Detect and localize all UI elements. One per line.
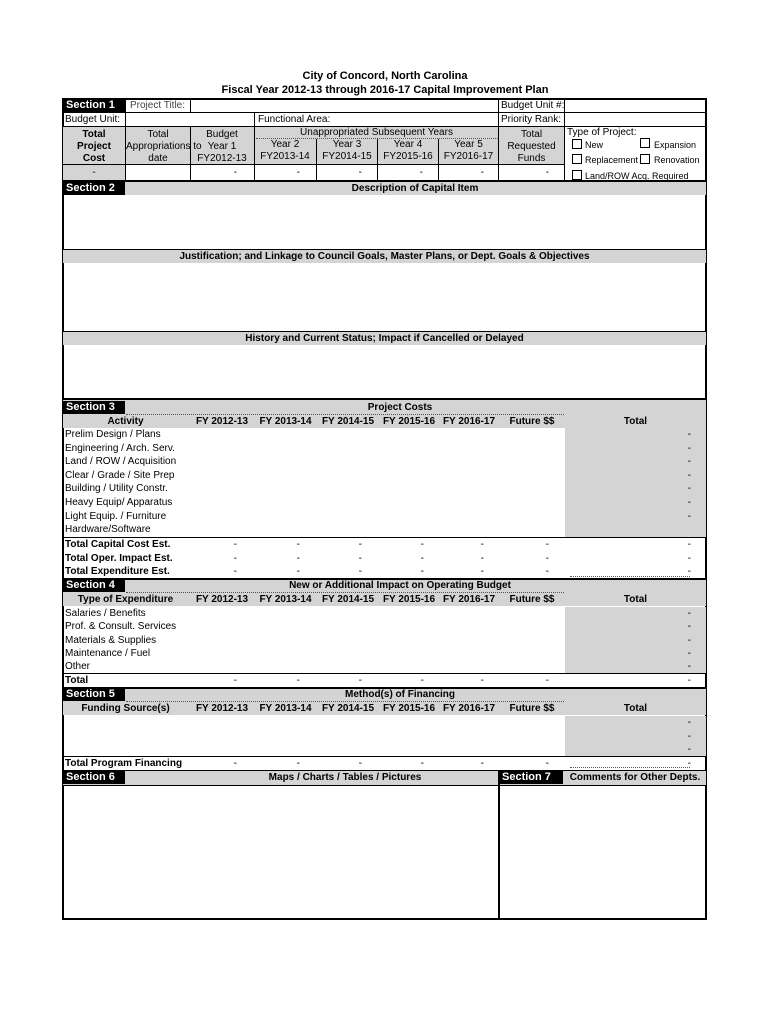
s5-future-header: Future $$	[509, 703, 555, 714]
expenditure-total-value: -	[545, 675, 549, 686]
activity-row-label: Hardware/Software	[65, 524, 151, 536]
s4-fy3-header: FY 2014-15	[321, 594, 375, 605]
fy4-col-header: FY 2015-16	[382, 416, 436, 427]
justification-field[interactable]	[63, 264, 706, 330]
cost-total-value: -	[420, 566, 424, 578]
replacement-checkbox[interactable]	[572, 154, 582, 164]
expenditure-total-value: -	[480, 675, 484, 686]
expenditure-grand-total: -	[687, 675, 691, 686]
project-title-label: Project Title:	[130, 100, 186, 111]
activity-row-total: -	[687, 456, 691, 468]
expenditure-row-label: Other	[65, 661, 91, 673]
type-of-project-label: Type of Project:	[567, 127, 637, 138]
appropriations-field[interactable]	[126, 165, 190, 181]
fy1-col-header: FY 2012-13	[195, 416, 249, 427]
section-7-label: Section 7	[499, 771, 563, 784]
s5-fy3-header: FY 2014-15	[321, 703, 375, 714]
land-row-label: Land/ROW Acq. Required	[585, 171, 689, 181]
s5-fy2-header: FY 2013-14	[259, 703, 312, 714]
expansion-label: Expansion	[654, 140, 697, 150]
activity-row-total: -	[687, 442, 691, 454]
s5-row1-total: -	[687, 717, 691, 728]
total-col-header: Total	[623, 416, 648, 427]
cost-total-value: -	[420, 552, 424, 564]
activity-row-total: -	[687, 429, 691, 440]
budget-unit-num-field[interactable]	[565, 99, 705, 111]
cost-total-value: -	[420, 539, 424, 550]
new-label: New	[585, 140, 604, 150]
activity-col-header: Activity	[107, 416, 144, 427]
section-4-label: Section 4	[63, 579, 125, 592]
justification-heading: Justification; and Linkage to Council Goals, Master Plans, or Dept. Goals & Objectives	[179, 251, 590, 262]
section-1-label: Section 1	[63, 99, 125, 112]
section-5-label: Section 5	[63, 688, 125, 701]
total-program-financing-label: Total Program Financing	[65, 758, 183, 769]
budget-unit-num-label: Budget Unit #:	[501, 100, 565, 111]
s5-row2-total: -	[687, 731, 691, 742]
activity-row-label: Engineering / Arch. Serv.	[65, 442, 175, 454]
expenditure-col-header: Type of Expenditure	[77, 594, 174, 605]
activity-row-label: Prelim Design / Plans	[65, 429, 161, 440]
functional-area-label: Functional Area:	[258, 114, 331, 125]
comments-area[interactable]	[500, 786, 705, 918]
activity-row-label: Light Equip. / Furniture	[65, 510, 167, 522]
financing-total-value: -	[296, 758, 300, 769]
expenditure-row-total: -	[687, 661, 691, 673]
funding-source-entries[interactable]	[63, 716, 563, 756]
financing-total-value: -	[233, 758, 237, 769]
col-year2: Year 2 FY2013-14	[260, 139, 310, 162]
expenditure-row-label: Prof. & Consult. Services	[65, 621, 177, 633]
title-plan: Fiscal Year 2012-13 through 2016-17 Capital Improvement Plan	[221, 84, 549, 96]
activity-row-total: -	[687, 483, 691, 495]
cost-total-value: -	[358, 539, 362, 550]
year3-value: -	[358, 167, 362, 178]
comments-heading: Comments for Other Depts.	[569, 772, 701, 783]
activity-row-label: Clear / Grade / Site Prep	[65, 469, 175, 481]
expenditure-total-value: -	[358, 675, 362, 686]
replacement-label: Replacement	[585, 155, 639, 165]
expenditure-total-value: -	[233, 675, 237, 686]
col-year5: Year 5 FY2016-17	[443, 139, 494, 162]
cost-total-label: Total Capital Cost Est.	[65, 539, 171, 550]
s4-fy4-header: FY 2015-16	[382, 594, 436, 605]
expenditure-row-total: -	[687, 621, 691, 633]
expenditure-total-value: -	[296, 675, 300, 686]
priority-rank-label: Priority Rank:	[501, 114, 562, 125]
cost-total-value: -	[296, 539, 300, 550]
project-title-field[interactable]	[191, 99, 497, 111]
expansion-checkbox[interactable]	[640, 138, 650, 148]
section-3-label: Section 3	[63, 401, 125, 414]
cost-total-value: -	[233, 552, 237, 564]
description-field[interactable]	[63, 196, 706, 248]
history-heading: History and Current Status; Impact if Cancelled or Delayed	[245, 333, 524, 344]
col-budget-year1: Budget Year 1 FY2012-13	[197, 129, 247, 164]
col-total-appropriations: Total Appropriations to date	[126, 129, 202, 164]
fy2-col-header: FY 2013-14	[259, 416, 312, 427]
history-field[interactable]	[63, 346, 706, 398]
total-requested-value: -	[545, 167, 549, 178]
title-city: City of Concord, North Carolina	[302, 70, 468, 82]
cost-total-value: -	[296, 566, 300, 578]
year4-value: -	[419, 167, 423, 178]
financing-grand-total: -	[687, 758, 691, 769]
cost-total-value: -	[233, 539, 237, 550]
s5-fy5-header: FY 2016-17	[442, 703, 496, 714]
expenditure-row-total: -	[687, 634, 691, 646]
operating-budget-heading: New or Additional Impact on Operating Budget	[289, 580, 511, 591]
activity-row-total: -	[687, 469, 691, 481]
s4-fy5-header: FY 2016-17	[442, 594, 496, 605]
cost-total-label: Total Oper. Impact Est.	[65, 552, 173, 564]
section-6-label: Section 6	[63, 771, 125, 784]
col-year4: Year 4 FY2015-16	[383, 139, 433, 162]
description-heading: Description of Capital Item	[351, 183, 479, 194]
maps-charts-heading: Maps / Charts / Tables / Pictures	[268, 772, 422, 783]
s5-total-header: Total	[623, 703, 648, 714]
activity-row-total: -	[687, 497, 691, 508]
cost-total-value: -	[358, 552, 362, 564]
financing-total-value: -	[545, 758, 549, 769]
unappropriated-heading: Unappropriated Subsequent Years	[300, 127, 453, 138]
s4-fy2-header: FY 2013-14	[259, 594, 312, 605]
expenditure-row-total: -	[687, 647, 691, 659]
cost-total-value: -	[480, 539, 484, 550]
activity-row-label: Land / ROW / Acquisition	[65, 456, 177, 468]
col-total-project-cost: Total Project Cost	[77, 129, 111, 164]
cost-total-value: -	[358, 566, 362, 578]
cost-total-value: -	[545, 539, 549, 550]
activity-row-label: Building / Utility Constr.	[65, 483, 168, 495]
year2-value: -	[296, 167, 300, 178]
renovation-label: Renovation	[654, 155, 700, 165]
land-row-checkbox[interactable]	[572, 170, 582, 180]
fy3-col-header: FY 2014-15	[321, 416, 375, 427]
s5-fy4-header: FY 2015-16	[382, 703, 436, 714]
financing-total-value: -	[358, 758, 362, 769]
cost-total-label: Total Expenditure Est.	[65, 566, 170, 578]
s4-total-label: Total	[65, 675, 89, 686]
col-year3: Year 3 FY2014-15	[322, 139, 372, 162]
budget-unit-field[interactable]	[126, 113, 253, 125]
future-col-header: Future $$	[509, 416, 555, 427]
s5-fy1-header: FY 2012-13	[195, 703, 249, 714]
funding-source-col-header: Funding Source(s)	[81, 703, 170, 714]
total-project-cost-value: -	[92, 167, 96, 178]
expenditure-row-label: Salaries / Benefits	[65, 608, 146, 619]
cost-total-value: -	[480, 566, 484, 578]
priority-rank-field[interactable]	[565, 113, 705, 125]
expenditure-total-value: -	[420, 675, 424, 686]
budget-year1-value: -	[233, 167, 237, 178]
s4-fy1-header: FY 2012-13	[195, 594, 249, 605]
cost-total-grand: -	[687, 552, 691, 564]
financing-total-value: -	[480, 758, 484, 769]
cost-total-grand: -	[687, 566, 691, 578]
financing-total-value: -	[420, 758, 424, 769]
maps-charts-area[interactable]	[63, 786, 497, 918]
activity-row-label: Heavy Equip/ Apparatus	[65, 497, 173, 508]
year5-value: -	[480, 167, 484, 178]
budget-unit-label: Budget Unit:	[65, 114, 121, 125]
expenditure-row-label: Maintenance / Fuel	[65, 647, 151, 659]
cost-total-value: -	[233, 566, 237, 578]
s5-row3-total: -	[687, 744, 691, 755]
activity-row-total: -	[687, 510, 691, 522]
cost-total-value: -	[545, 566, 549, 578]
cost-total-value: -	[480, 552, 484, 564]
financing-heading: Method(s) of Financing	[345, 689, 455, 700]
s4-future-header: Future $$	[509, 594, 555, 605]
cost-total-value: -	[296, 552, 300, 564]
cost-total-grand: -	[687, 539, 691, 550]
renovation-checkbox[interactable]	[640, 154, 650, 164]
expenditure-row-total: -	[687, 608, 691, 619]
new-checkbox[interactable]	[572, 139, 582, 149]
cost-total-value: -	[545, 552, 549, 564]
fy5-col-header: FY 2016-17	[442, 416, 496, 427]
project-costs-heading: Project Costs	[367, 402, 433, 413]
s4-total-header: Total	[623, 594, 648, 605]
functional-area-field[interactable]	[330, 113, 496, 125]
col-total-requested: Total Requested Funds	[507, 129, 556, 164]
expenditure-row-label: Materials & Supplies	[65, 634, 157, 646]
section-2-label: Section 2	[63, 182, 125, 195]
